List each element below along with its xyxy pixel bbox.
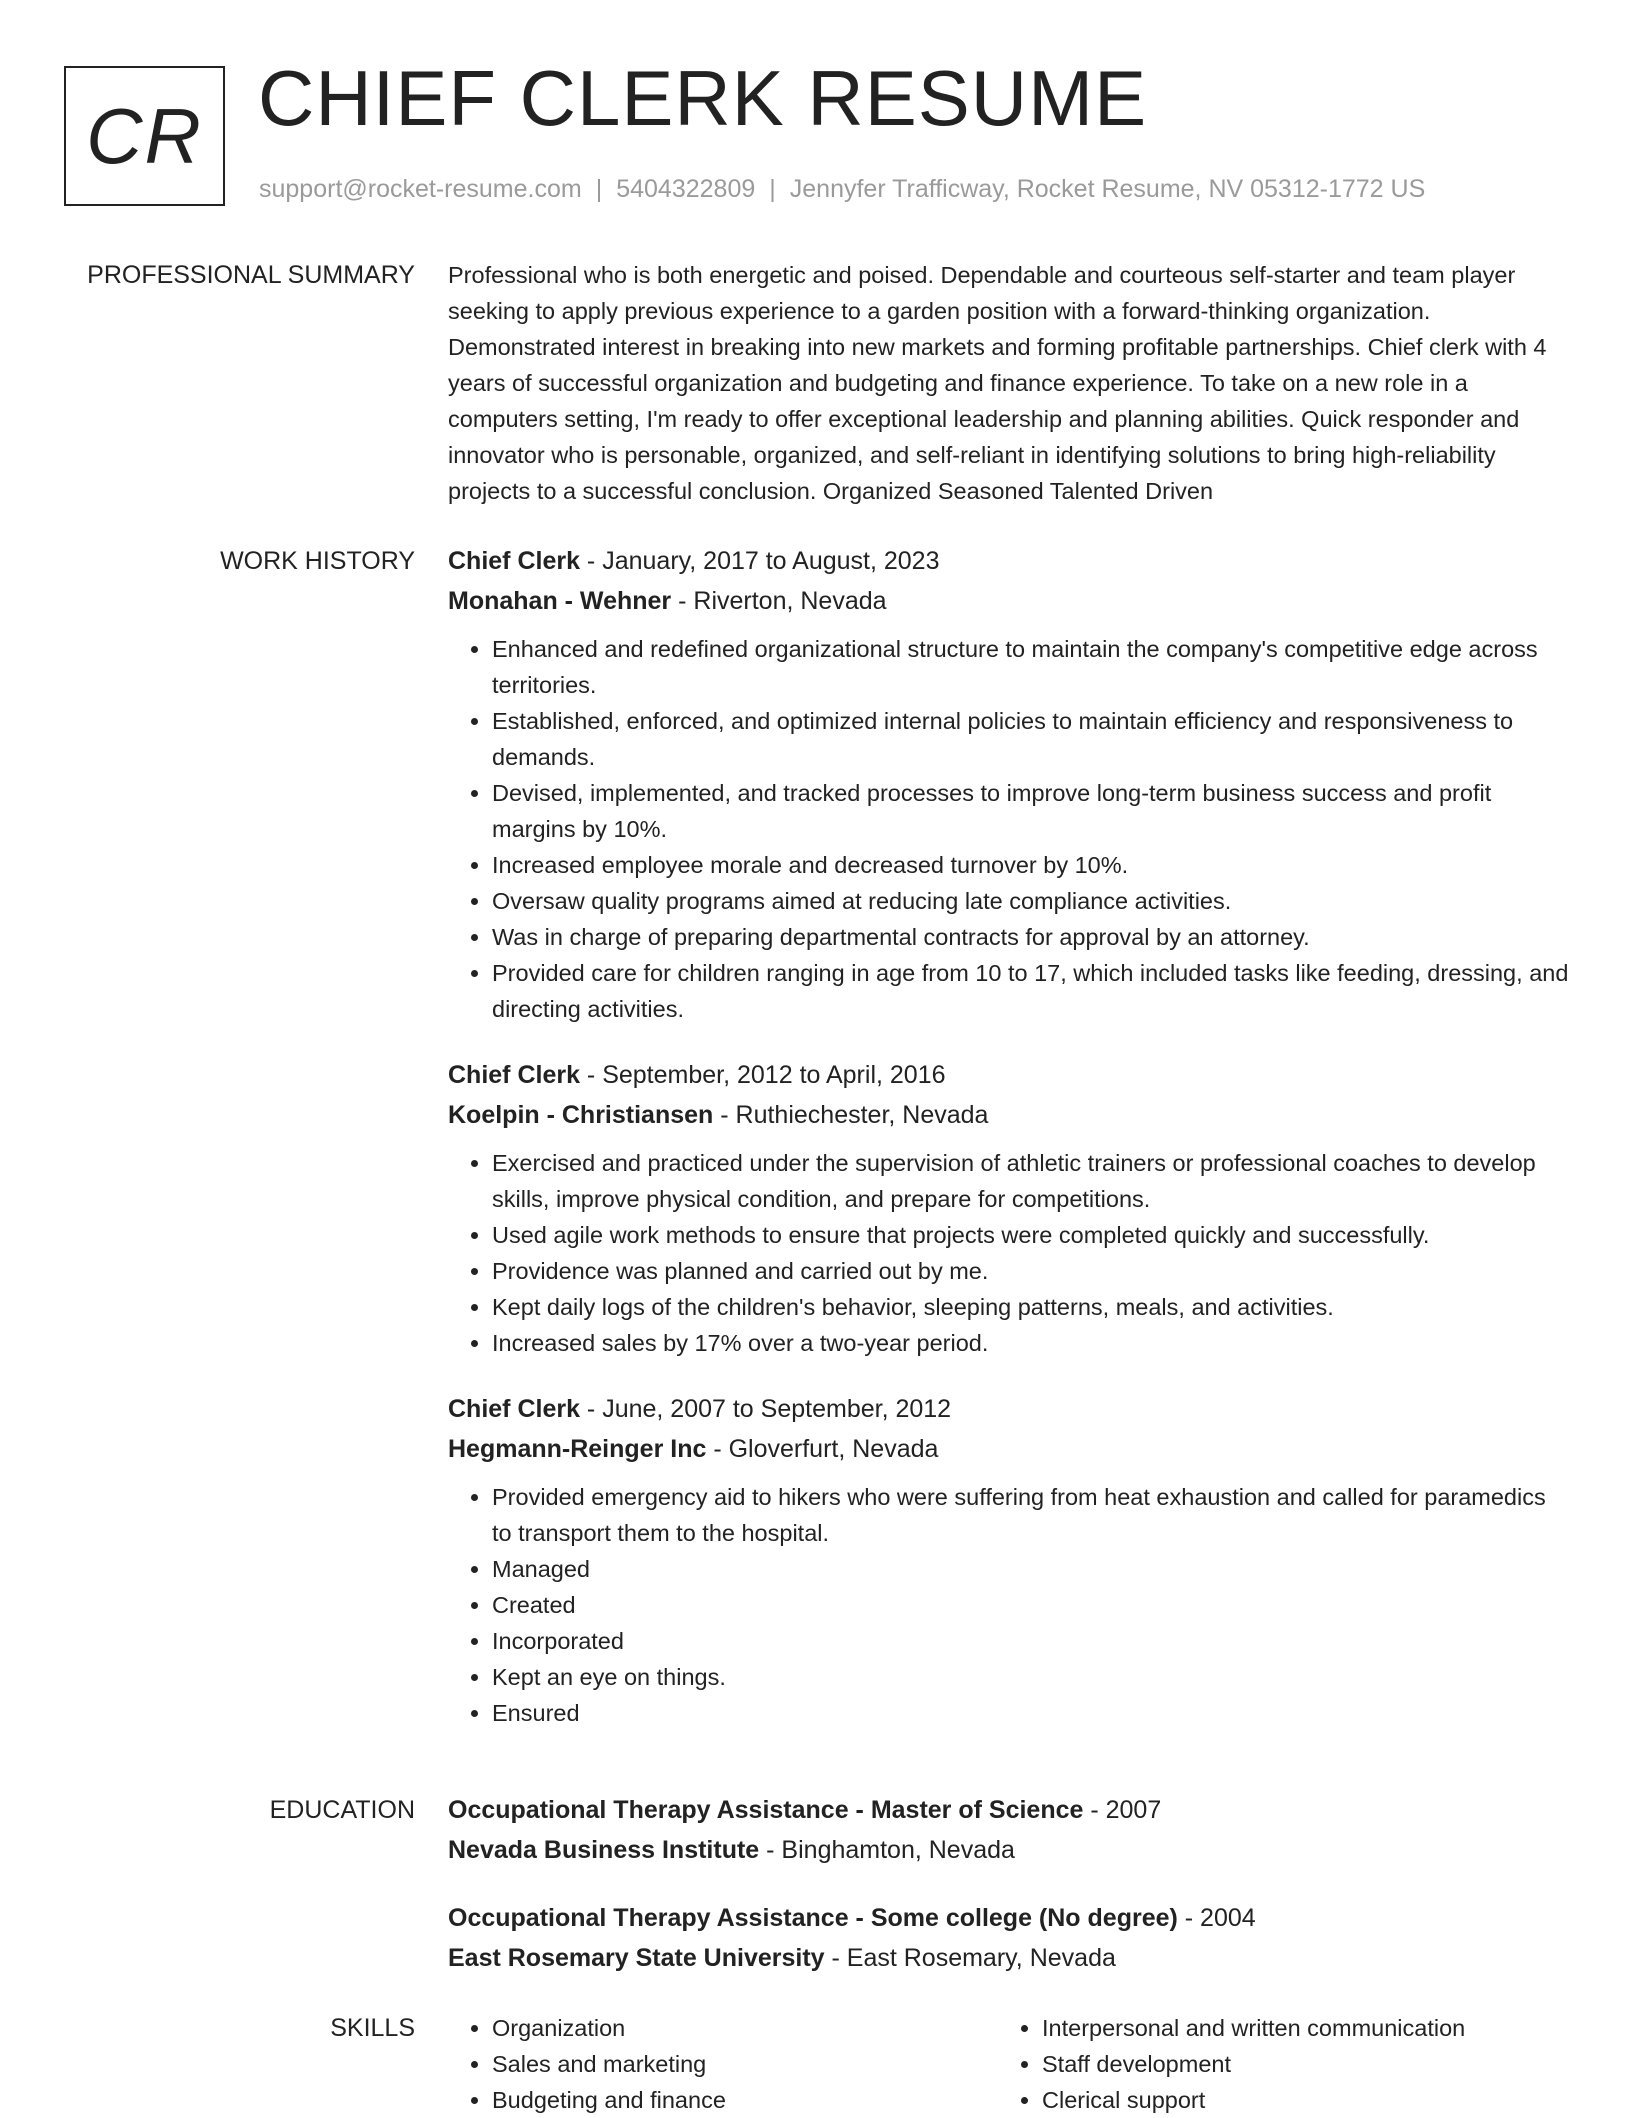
skills-column-left — [448, 2010, 998, 2118]
education-school-line — [448, 1938, 1570, 1978]
skills-body — [448, 2010, 1570, 2118]
job-bullets — [448, 631, 1570, 1027]
skills-list — [998, 2010, 1548, 2118]
education-body — [448, 1790, 1570, 2006]
job-company: Hegmann-Reinger Inc — [448, 1435, 707, 1463]
job-company-line — [448, 581, 1570, 621]
job-company: Koelpin - Christiansen — [448, 1101, 714, 1129]
contact-email: support@rocket-resume.com — [259, 175, 582, 203]
education-degree: Occupational Therapy Assistance - Some college (No degree) — [448, 1904, 1178, 1932]
contact-separator: | — [769, 175, 776, 203]
contact-separator: | — [595, 175, 603, 203]
education-school-line — [448, 1830, 1570, 1870]
list-item: • Created — [492, 1587, 1570, 1623]
list-item: • Devised, implemented, and tracked processes to improve long-term business success and profit margins by 10%. — [492, 775, 1570, 847]
skills-column-right — [998, 2010, 1548, 2118]
job-dates: - September, 2012 to April, 2016 — [579, 1061, 946, 1089]
contact-address: Jennyfer Trafficway, Rocket Resume, NV 05312-1772 US — [789, 175, 1426, 203]
job-title: Chief Clerk — [448, 1395, 580, 1423]
job-title: Chief Clerk — [448, 547, 580, 575]
job-dates: - January, 2017 to August, 2023 — [579, 547, 940, 575]
list-item: • Provided care for children ranging in age from 10 to 17, which included tasks like feeding, dressing, and directing activities. — [492, 955, 1570, 1027]
education-label: EDUCATION — [269, 1796, 415, 1824]
summary-label: PROFESSIONAL SUMMARY — [87, 261, 415, 289]
list-item: • Sales and marketing — [492, 2046, 998, 2082]
job-company-line — [448, 1429, 1570, 1469]
education-school: Nevada Business Institute — [448, 1836, 760, 1864]
contact-line — [259, 175, 1425, 204]
page-title: CHIEF CLERK RESUME — [258, 54, 1148, 142]
list-item: • Organization — [492, 2010, 998, 2046]
list-item: • Used agile work methods to ensure that projects were completed quickly and successfully. — [492, 1217, 1570, 1253]
work-history-body — [448, 541, 1570, 1759]
education-location: - East Rosemary, Nevada — [824, 1944, 1116, 1972]
education-school: East Rosemary State University — [448, 1944, 825, 1972]
list-item: • Budgeting and finance — [492, 2082, 998, 2118]
job-bullets — [448, 1145, 1570, 1361]
education-degree-line — [448, 1790, 1570, 1830]
list-item: • Managed — [492, 1551, 1570, 1587]
list-item: • Incorporated — [492, 1623, 1570, 1659]
list-item: • Clerical support — [1042, 2082, 1548, 2118]
job-company-line — [448, 1095, 1570, 1135]
job-title-line — [448, 1055, 1570, 1095]
education-degree: Occupational Therapy Assistance - Master of Science — [448, 1796, 1084, 1824]
job-entry — [448, 541, 1570, 1027]
job-title-line — [448, 541, 1570, 581]
list-item: • Established, enforced, and optimized internal policies to maintain efficiency and responsiveness to demands. — [492, 703, 1570, 775]
education-entry — [448, 1790, 1570, 1870]
list-item: • Kept daily logs of the children's behavior, sleeping patterns, meals, and activities. — [492, 1289, 1570, 1325]
list-item: • Oversaw quality programs aimed at reducing late compliance activities. — [492, 883, 1570, 919]
education-degree-line — [448, 1898, 1570, 1938]
list-item: • Kept an eye on things. — [492, 1659, 1570, 1695]
skills-label: SKILLS — [330, 2014, 415, 2042]
education-year: - 2004 — [1177, 1904, 1256, 1932]
job-location: - Gloverfurt, Nevada — [706, 1435, 939, 1463]
work-history-label: WORK HISTORY — [220, 547, 415, 575]
list-item: • Was in charge of preparing departmental contracts for approval by an attorney. — [492, 919, 1570, 955]
job-entry — [448, 1389, 1570, 1731]
monogram-logo: CR — [64, 66, 225, 206]
summary-text: Professional who is both energetic and poised. Dependable and courteous self-starter and team player seeking to apply previous experience to a garden position with a forward-thinking organization. Demonstrated interest in breaking into new markets and forming profitable partnerships. Chief clerk with 4 years of successful organization and budgeting and finance experience. To take on a new role in a computers setting, I'm ready to offer exceptional leadership and planning abilities. Quick responder and innovator who is personable, organized, and self-reliant in identifying solutions to bring high-reliability projects to a successful conclusion. Organized Seasoned Talented Driven — [448, 262, 1547, 504]
contact-phone: 5404322809 — [616, 175, 756, 203]
job-location: - Riverton, Nevada — [671, 587, 887, 615]
job-title-line — [448, 1389, 1570, 1429]
job-bullets — [448, 1479, 1570, 1731]
list-item: • Provided emergency aid to hikers who were suffering from heat exhaustion and called for paramedics to transport them to the hospital. — [492, 1479, 1570, 1551]
job-title: Chief Clerk — [448, 1061, 580, 1089]
list-item: • Exercised and practiced under the supervision of athletic trainers or professional coaches to develop skills, improve physical condition, and prepare for competitions. — [492, 1145, 1570, 1217]
job-dates: - June, 2007 to September, 2012 — [579, 1395, 952, 1423]
summary-body — [448, 257, 1570, 509]
list-item: • Enhanced and redefined organizational structure to maintain the company's competitive edge across territories. — [492, 631, 1570, 703]
education-location: - Binghamton, Nevada — [759, 1836, 1015, 1864]
job-entry — [448, 1055, 1570, 1361]
education-entry — [448, 1898, 1570, 1978]
list-item: • Interpersonal and written communication — [1042, 2010, 1548, 2046]
skills-columns — [448, 2010, 1570, 2118]
job-location: - Ruthiechester, Nevada — [713, 1101, 989, 1129]
list-item: • Increased employee morale and decreased turnover by 10%. — [492, 847, 1570, 883]
education-year: - 2007 — [1083, 1796, 1162, 1824]
skills-list — [448, 2010, 998, 2118]
list-item: • Increased sales by 17% over a two-year period. — [492, 1325, 1570, 1361]
list-item: • Ensured — [492, 1695, 1570, 1731]
job-company: Monahan - Wehner — [448, 587, 672, 615]
list-item: • Staff development — [1042, 2046, 1548, 2082]
list-item: • Providence was planned and carried out by me. — [492, 1253, 1570, 1289]
